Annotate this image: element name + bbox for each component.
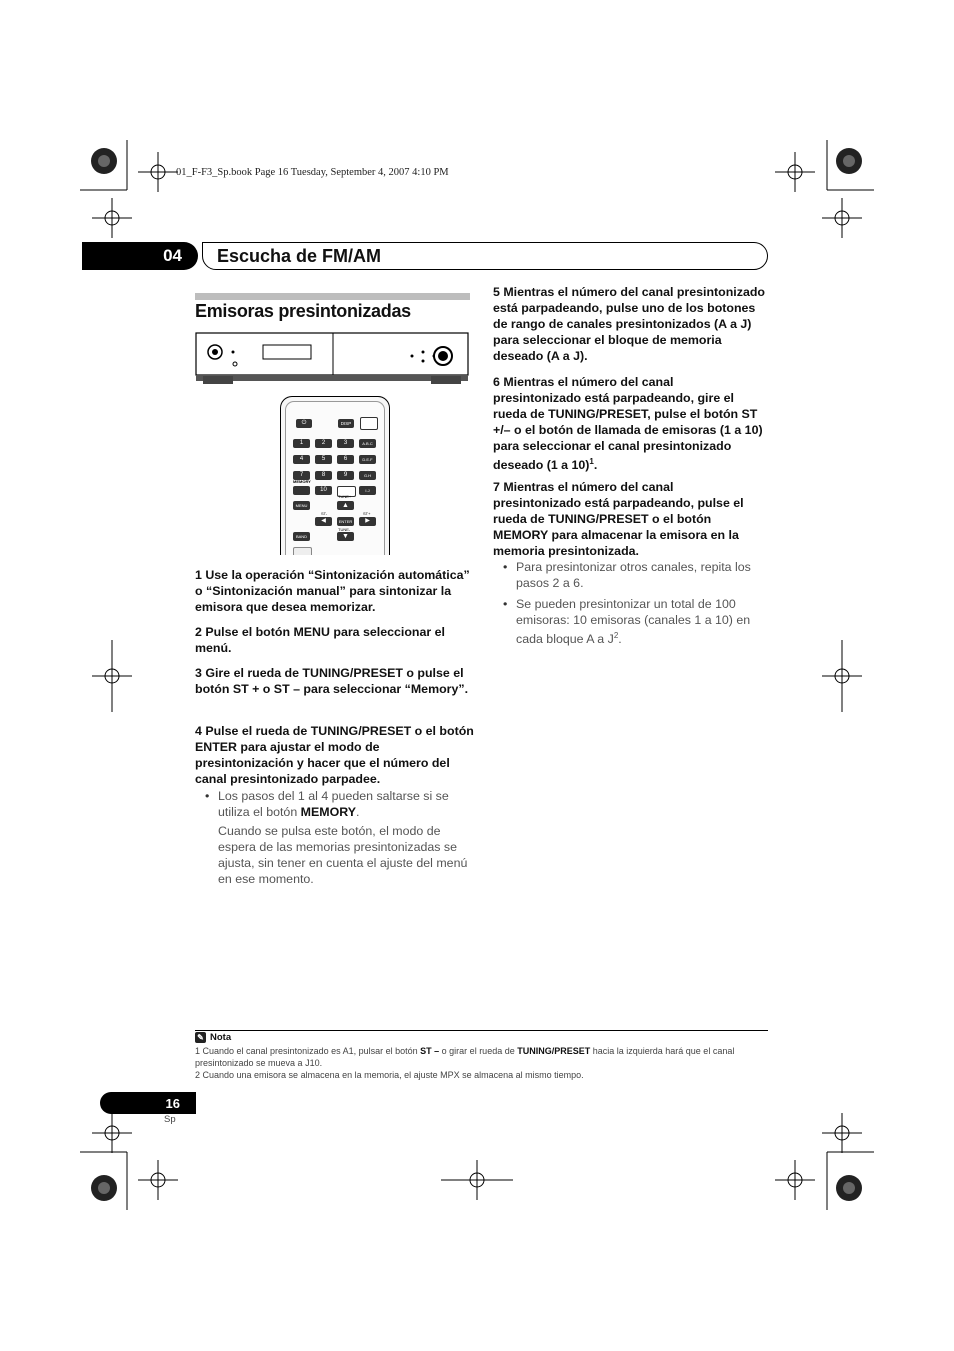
remote-btn-enter: ENTER <box>338 519 353 524</box>
power-button: ⏻ <box>296 419 312 428</box>
step-4-extra: Cuando se pulsa este botón, el modo de espera de las memorias presintonizadas se ajusta, sin tener en cuenta el ajuste del menú en ese momento. <box>218 824 468 886</box>
step-7-bullet-2: • Se pueden presintonizar un total de 100 emisoras: 10 emisoras (canales 1 a 10) en cada bloque A a $J^2$. <box>503 597 751 647</box>
step-7-bullet-1: • Para presintonizar otros canales, repita los pasos 2 a 6. <box>503 560 751 590</box>
remote-label-memory: MEMORY <box>293 479 311 484</box>
step-7: 7 Mientras el número del canal presintonizado está parpadeando, pulse el rueda de TUNING/PRESET o el botón MEMORY para almacenar la emisora en la memoria presintonizada. <box>493 480 744 558</box>
section-title: Emisoras presintonizadas <box>195 301 411 321</box>
remote-btn-2: 2 <box>315 439 332 448</box>
step-1: 1 Use la operación “Sintonización automática” o “Sintonización manual” para sintonizar la emisora que desea memorizar. <box>195 568 470 614</box>
note-pencil-icon: ✎ <box>195 1032 206 1043</box>
remote-label-st-plus: ST+ <box>363 511 371 516</box>
remote-btn-8: 8 <box>315 471 332 480</box>
print-header: 01_F-F3_Sp.book Page 16 Tuesday, September 4, 2007 4:10 PM <box>176 167 449 178</box>
remote-btn-3: 3 <box>337 439 354 448</box>
remote-btn-7: 7 <box>293 471 310 480</box>
remote-illustration: ⏻ DISP 1 2 3 A.B.C 4 5 6 D.E.F 7 8 9 G.H MEMORY 10 I.J TUNE+ MENU ▲ ST- ST+ ◀ ENTER ▶ TUNE- BAND ▼ <box>280 396 390 555</box>
remote-btn-def: D.E.F <box>359 455 376 464</box>
page-language: Sp <box>164 1114 176 1125</box>
chapter-number-badge: 04 <box>82 242 198 270</box>
note-rule <box>195 1030 768 1031</box>
remote-btn-10: 10 <box>315 486 332 495</box>
remote-btn-9: 9 <box>337 471 354 480</box>
remote-label-tune-minus: TUNE- <box>338 527 351 532</box>
remote-btn-abc: A.B.C <box>359 439 376 448</box>
remote-label-st-minus: ST- <box>321 511 328 516</box>
step-3: 3 Gire el rueda de TUNING/PRESET o pulse el botón ST + o ST – para seleccionar “Memory”. <box>195 666 469 696</box>
tuner-illustration <box>195 332 470 384</box>
remote-btn-5: 5 <box>315 455 332 464</box>
note-heading: ✎ Nota <box>195 1032 231 1043</box>
remote-btn-disp: DISP <box>338 419 354 428</box>
remote-label-tune-plus: TUNE+ <box>338 494 352 499</box>
remote-btn-band: BAND <box>293 532 310 541</box>
step-4: 4 Pulse el rueda de TUNING/PRESET o el botón ENTER para ajustar el modo de presintonización y hacer que el número del canal presintonizado parpadee. <box>195 724 474 786</box>
section-bar <box>195 293 470 300</box>
remote-btn-gh: G.H <box>359 471 376 480</box>
footnote-1: 1 Cuando el canal presintonizado es A1, pulsar el botón ST – o girar el rueda de TUNING/PRESET hacia la izquierda hará que el canal presintonizado se mueva a J10. <box>195 1046 735 1068</box>
step-5: 5 Mientras el número del canal presintonizado está parpadeando, pulse uno de los botones de rango de canales presintonizados (A a J) para seleccionar el bloque de memoria deseado (A a J). <box>493 285 765 363</box>
step-2: 2 Pulse el botón MENU para seleccionar el menú. <box>195 625 445 655</box>
remote-btn-menu: MENU <box>293 501 310 510</box>
remote-btn-6: 6 <box>337 455 354 464</box>
footnote-2: 2 Cuando una emisora se almacena en la memoria, el ajuste MPX se almacena al mismo tiempo. <box>195 1070 584 1080</box>
page-number-badge: 16 <box>100 1092 196 1114</box>
step-4-bullet: • Los pasos del 1 al 4 pueden saltarse si se utiliza el botón MEMORY. <box>205 789 449 819</box>
step-6: 6 Mientras el número del canal presintonizado está parpadeando, gire el rueda de TUNING/PRESET, pulse el botón ST +/– o el botón de llamada de emisoras (1 a 10) para seleccionar el canal presintonizado deseado (1 a 10)$^1$. <box>493 375 763 473</box>
remote-btn-4: 4 <box>293 455 310 464</box>
remote-btn-1: 1 <box>293 439 310 448</box>
remote-btn-ij: I.J <box>359 486 376 495</box>
chapter-title: Escucha de FM/AM <box>202 242 768 270</box>
